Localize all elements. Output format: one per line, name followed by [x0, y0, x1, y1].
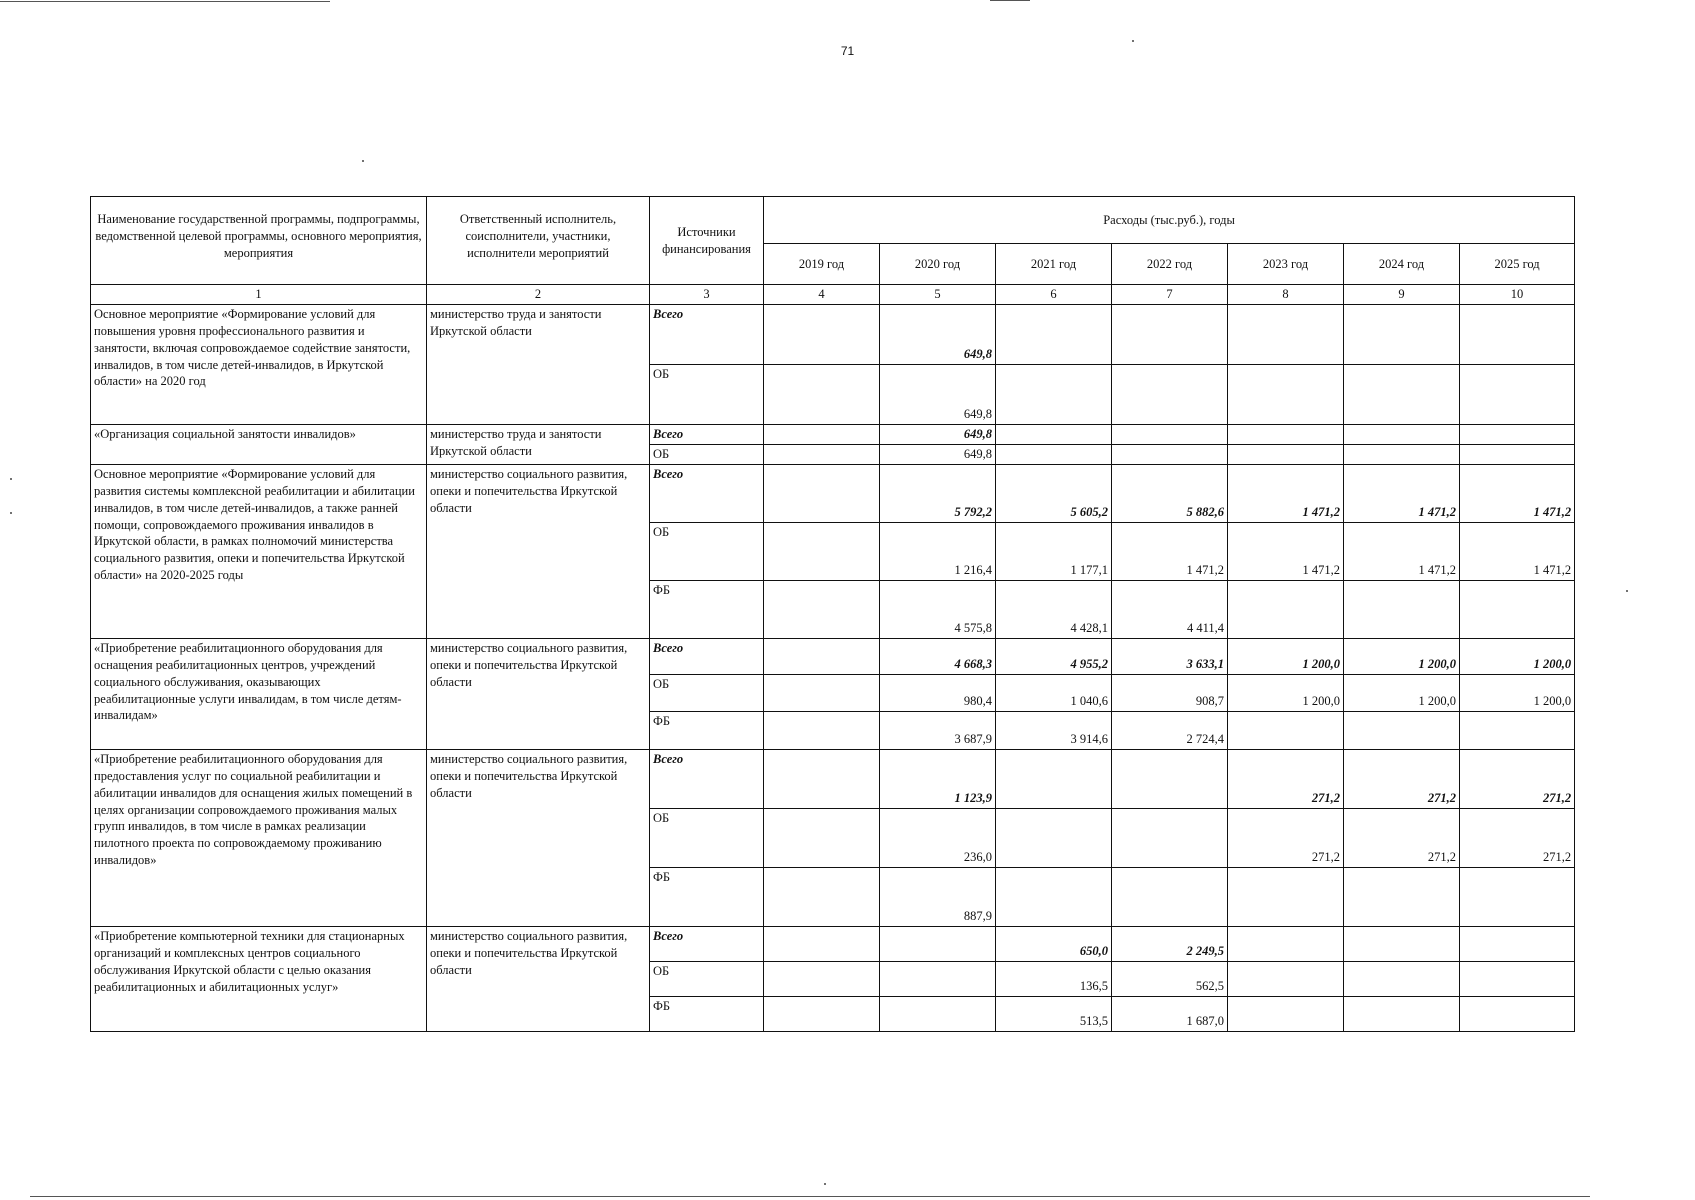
value-cell: 1 216,4 [880, 522, 996, 580]
value-cell [1228, 444, 1344, 464]
header-year: 2024 год [1344, 244, 1460, 285]
value-cell: 1 471,2 [1228, 522, 1344, 580]
value-cell [1460, 304, 1575, 364]
value-cell: 649,8 [880, 364, 996, 424]
value-cell [996, 424, 1112, 444]
value-cell: 2 249,5 [1112, 926, 1228, 961]
value-cell [996, 749, 1112, 808]
budget-table [90, 196, 1575, 1032]
value-cell [1228, 711, 1344, 749]
value-cell [996, 304, 1112, 364]
column-number: 8 [1228, 285, 1344, 305]
responsible-executor: министерство социального развития, опеки и попечительства Иркутской области [427, 638, 650, 749]
value-cell: 271,2 [1228, 749, 1344, 808]
column-number: 10 [1460, 285, 1575, 305]
value-cell [764, 867, 880, 926]
value-cell: 1 471,2 [1228, 464, 1344, 522]
header-year: 2023 год [1228, 244, 1344, 285]
activity-name: «Приобретение реабилитационного оборудования для предоставления услуг по социальной реабилитации и абилитации инвалидов для оснащения жилых помещений в целях организации сопровождаемого проживания малых групп инвалидов, в том числе в рамках реализации пилотного проекта по сопровождаемому проживанию инвалидов» [91, 749, 427, 926]
value-cell [764, 464, 880, 522]
value-cell [1344, 996, 1460, 1031]
value-cell: 1 200,0 [1228, 638, 1344, 674]
value-cell [1228, 424, 1344, 444]
responsible-executor: министерство труда и занятости Иркутской области [427, 424, 650, 464]
column-number: 3 [650, 285, 764, 305]
header-row [91, 197, 1575, 244]
value-cell [764, 926, 880, 961]
value-cell [996, 867, 1112, 926]
value-cell [996, 364, 1112, 424]
scan-speck [1626, 590, 1628, 592]
table-row [91, 749, 1575, 808]
scan-speck [362, 160, 364, 162]
header-year: 2020 год [880, 244, 996, 285]
funding-source: Всего [650, 749, 764, 808]
table-row [91, 304, 1575, 364]
funding-source: ФБ [650, 580, 764, 638]
funding-source: ФБ [650, 711, 764, 749]
header-sources: Источники финансирования [650, 197, 764, 285]
funding-source: Всего [650, 638, 764, 674]
value-cell: 650,0 [996, 926, 1112, 961]
funding-source: Всего [650, 304, 764, 364]
value-cell: 1 177,1 [996, 522, 1112, 580]
value-cell: 649,8 [880, 304, 996, 364]
table-row [91, 638, 1575, 674]
value-cell: 1 200,0 [1344, 674, 1460, 711]
value-cell [764, 961, 880, 996]
value-cell [1460, 444, 1575, 464]
value-cell [764, 364, 880, 424]
funding-source: ОБ [650, 674, 764, 711]
value-cell [1112, 867, 1228, 926]
value-cell [764, 304, 880, 364]
scan-speck [1132, 40, 1134, 42]
value-cell: 271,2 [1228, 808, 1344, 867]
value-cell [764, 749, 880, 808]
column-number: 1 [91, 285, 427, 305]
value-cell [1228, 961, 1344, 996]
value-cell [1228, 867, 1344, 926]
value-cell: 136,5 [996, 961, 1112, 996]
value-cell [880, 996, 996, 1031]
table-row [91, 926, 1575, 961]
column-number-row [91, 285, 1575, 305]
value-cell [1344, 424, 1460, 444]
value-cell [880, 926, 996, 961]
value-cell [1228, 580, 1344, 638]
value-cell: 3 633,1 [1112, 638, 1228, 674]
value-cell [1460, 961, 1575, 996]
value-cell: 1 471,2 [1112, 522, 1228, 580]
funding-source: ОБ [650, 961, 764, 996]
column-number: 9 [1344, 285, 1460, 305]
value-cell: 4 411,4 [1112, 580, 1228, 638]
value-cell: 2 724,4 [1112, 711, 1228, 749]
value-cell [1460, 580, 1575, 638]
header-responsible: Ответственный исполнитель, соисполнители, участники, исполнители мероприятий [427, 197, 650, 285]
activity-name: «Приобретение компьютерной техники для стационарных организаций и комплексных центров социального обслуживания Иркутской области с целью оказания реабилитационных и абилитационных услуг» [91, 926, 427, 1031]
value-cell [764, 638, 880, 674]
value-cell: 271,2 [1344, 808, 1460, 867]
header-year: 2025 год [1460, 244, 1575, 285]
funding-source: Всего [650, 926, 764, 961]
value-cell: 513,5 [996, 996, 1112, 1031]
value-cell: 1 200,0 [1344, 638, 1460, 674]
value-cell [1228, 304, 1344, 364]
responsible-executor: министерство социального развития, опеки и попечительства Иркутской области [427, 749, 650, 926]
value-cell: 1 471,2 [1344, 522, 1460, 580]
value-cell [1344, 926, 1460, 961]
value-cell: 5 882,6 [1112, 464, 1228, 522]
value-cell: 4 668,3 [880, 638, 996, 674]
value-cell [880, 961, 996, 996]
value-cell [1460, 867, 1575, 926]
value-cell: 1 471,2 [1460, 522, 1575, 580]
table-row [91, 424, 1575, 444]
value-cell: 1 123,9 [880, 749, 996, 808]
value-cell [764, 444, 880, 464]
activity-name: Основное мероприятие «Формирование условий для развития системы комплексной реабилитации и абилитации инвалидов, в том числе детей-инвалидов, а также ранней помощи, сопровождаемого проживания инвалидов в Иркутской области, в рамках полномочий министерства социального развития, опеки и попечительства Иркутской области» на 2020-2025 годы [91, 464, 427, 638]
value-cell: 5 792,2 [880, 464, 996, 522]
value-cell: 1 200,0 [1228, 674, 1344, 711]
funding-source: ОБ [650, 808, 764, 867]
value-cell [764, 674, 880, 711]
column-number: 2 [427, 285, 650, 305]
activity-name: «Организация социальной занятости инвалидов» [91, 424, 427, 464]
value-cell: 271,2 [1460, 749, 1575, 808]
value-cell: 887,9 [880, 867, 996, 926]
value-cell [1112, 808, 1228, 867]
value-cell: 1 471,2 [1344, 464, 1460, 522]
value-cell [996, 444, 1112, 464]
header-expenses: Расходы (тыс.руб.), годы [764, 197, 1575, 244]
scan-top-edge [0, 1, 330, 2]
value-cell [1344, 364, 1460, 424]
funding-source: ОБ [650, 364, 764, 424]
value-cell [1228, 926, 1344, 961]
value-cell [1344, 867, 1460, 926]
funding-source: ФБ [650, 996, 764, 1031]
value-cell [1344, 711, 1460, 749]
header-year: 2021 год [996, 244, 1112, 285]
value-cell [764, 996, 880, 1031]
scan-speck [10, 478, 12, 480]
responsible-executor: министерство социального развития, опеки и попечительства Иркутской области [427, 926, 650, 1031]
value-cell [1228, 364, 1344, 424]
value-cell [1112, 424, 1228, 444]
value-cell: 271,2 [1344, 749, 1460, 808]
value-cell [764, 424, 880, 444]
value-cell [1344, 304, 1460, 364]
column-number: 6 [996, 285, 1112, 305]
column-number: 7 [1112, 285, 1228, 305]
scan-speck [824, 1183, 826, 1185]
value-cell: 1 471,2 [1460, 464, 1575, 522]
value-cell [1344, 580, 1460, 638]
value-cell [1112, 444, 1228, 464]
activity-name: «Приобретение реабилитационного оборудования для оснащения реабилитационных центров, учреждений социального обслуживания, оказывающих реабилитационные услуги инвалидам, в том числе детям-инвалидам» [91, 638, 427, 749]
funding-source: ОБ [650, 522, 764, 580]
value-cell [1460, 926, 1575, 961]
value-cell: 980,4 [880, 674, 996, 711]
value-cell [1112, 304, 1228, 364]
funding-source: Всего [650, 464, 764, 522]
value-cell [1460, 996, 1575, 1031]
responsible-executor: министерство труда и занятости Иркутской области [427, 304, 650, 424]
value-cell [764, 808, 880, 867]
scan-bottom-edge [30, 1196, 1590, 1197]
value-cell: 649,8 [880, 424, 996, 444]
activity-name: Основное мероприятие «Формирование условий для повышения уровня профессионального развития и занятости, включая сопровождаемое содействие занятости, инвалидов, в том числе детей-инвалидов, в Иркутской области» на 2020 год [91, 304, 427, 424]
value-cell [764, 522, 880, 580]
value-cell: 562,5 [1112, 961, 1228, 996]
value-cell: 908,7 [1112, 674, 1228, 711]
value-cell: 4 955,2 [996, 638, 1112, 674]
value-cell: 649,8 [880, 444, 996, 464]
value-cell: 3 914,6 [996, 711, 1112, 749]
scan-speck [10, 512, 12, 514]
funding-source: Всего [650, 424, 764, 444]
value-cell: 1 200,0 [1460, 674, 1575, 711]
header-year: 2022 год [1112, 244, 1228, 285]
value-cell [1460, 424, 1575, 444]
value-cell [764, 580, 880, 638]
funding-source: ФБ [650, 867, 764, 926]
column-number: 4 [764, 285, 880, 305]
funding-source: ОБ [650, 444, 764, 464]
value-cell [1460, 364, 1575, 424]
value-cell: 4 428,1 [996, 580, 1112, 638]
value-cell: 271,2 [1460, 808, 1575, 867]
value-cell [1112, 749, 1228, 808]
value-cell: 3 687,9 [880, 711, 996, 749]
responsible-executor: министерство социального развития, опеки и попечительства Иркутской области [427, 464, 650, 638]
scan-top-edge-right [990, 0, 1030, 1]
value-cell: 1 687,0 [1112, 996, 1228, 1031]
value-cell: 4 575,8 [880, 580, 996, 638]
value-cell [764, 711, 880, 749]
value-cell [1228, 996, 1344, 1031]
value-cell: 5 605,2 [996, 464, 1112, 522]
header-year: 2019 год [764, 244, 880, 285]
page-number: 71 [840, 44, 855, 58]
header-name: Наименование государственной программы, подпрограммы, ведомственной целевой программы, основного мероприятия, мероприятия [91, 197, 427, 285]
value-cell [996, 808, 1112, 867]
value-cell [1344, 444, 1460, 464]
value-cell [1112, 364, 1228, 424]
value-cell [1460, 711, 1575, 749]
value-cell: 236,0 [880, 808, 996, 867]
value-cell: 1 040,6 [996, 674, 1112, 711]
value-cell: 1 200,0 [1460, 638, 1575, 674]
value-cell [1344, 961, 1460, 996]
table-row [91, 464, 1575, 522]
column-number: 5 [880, 285, 996, 305]
